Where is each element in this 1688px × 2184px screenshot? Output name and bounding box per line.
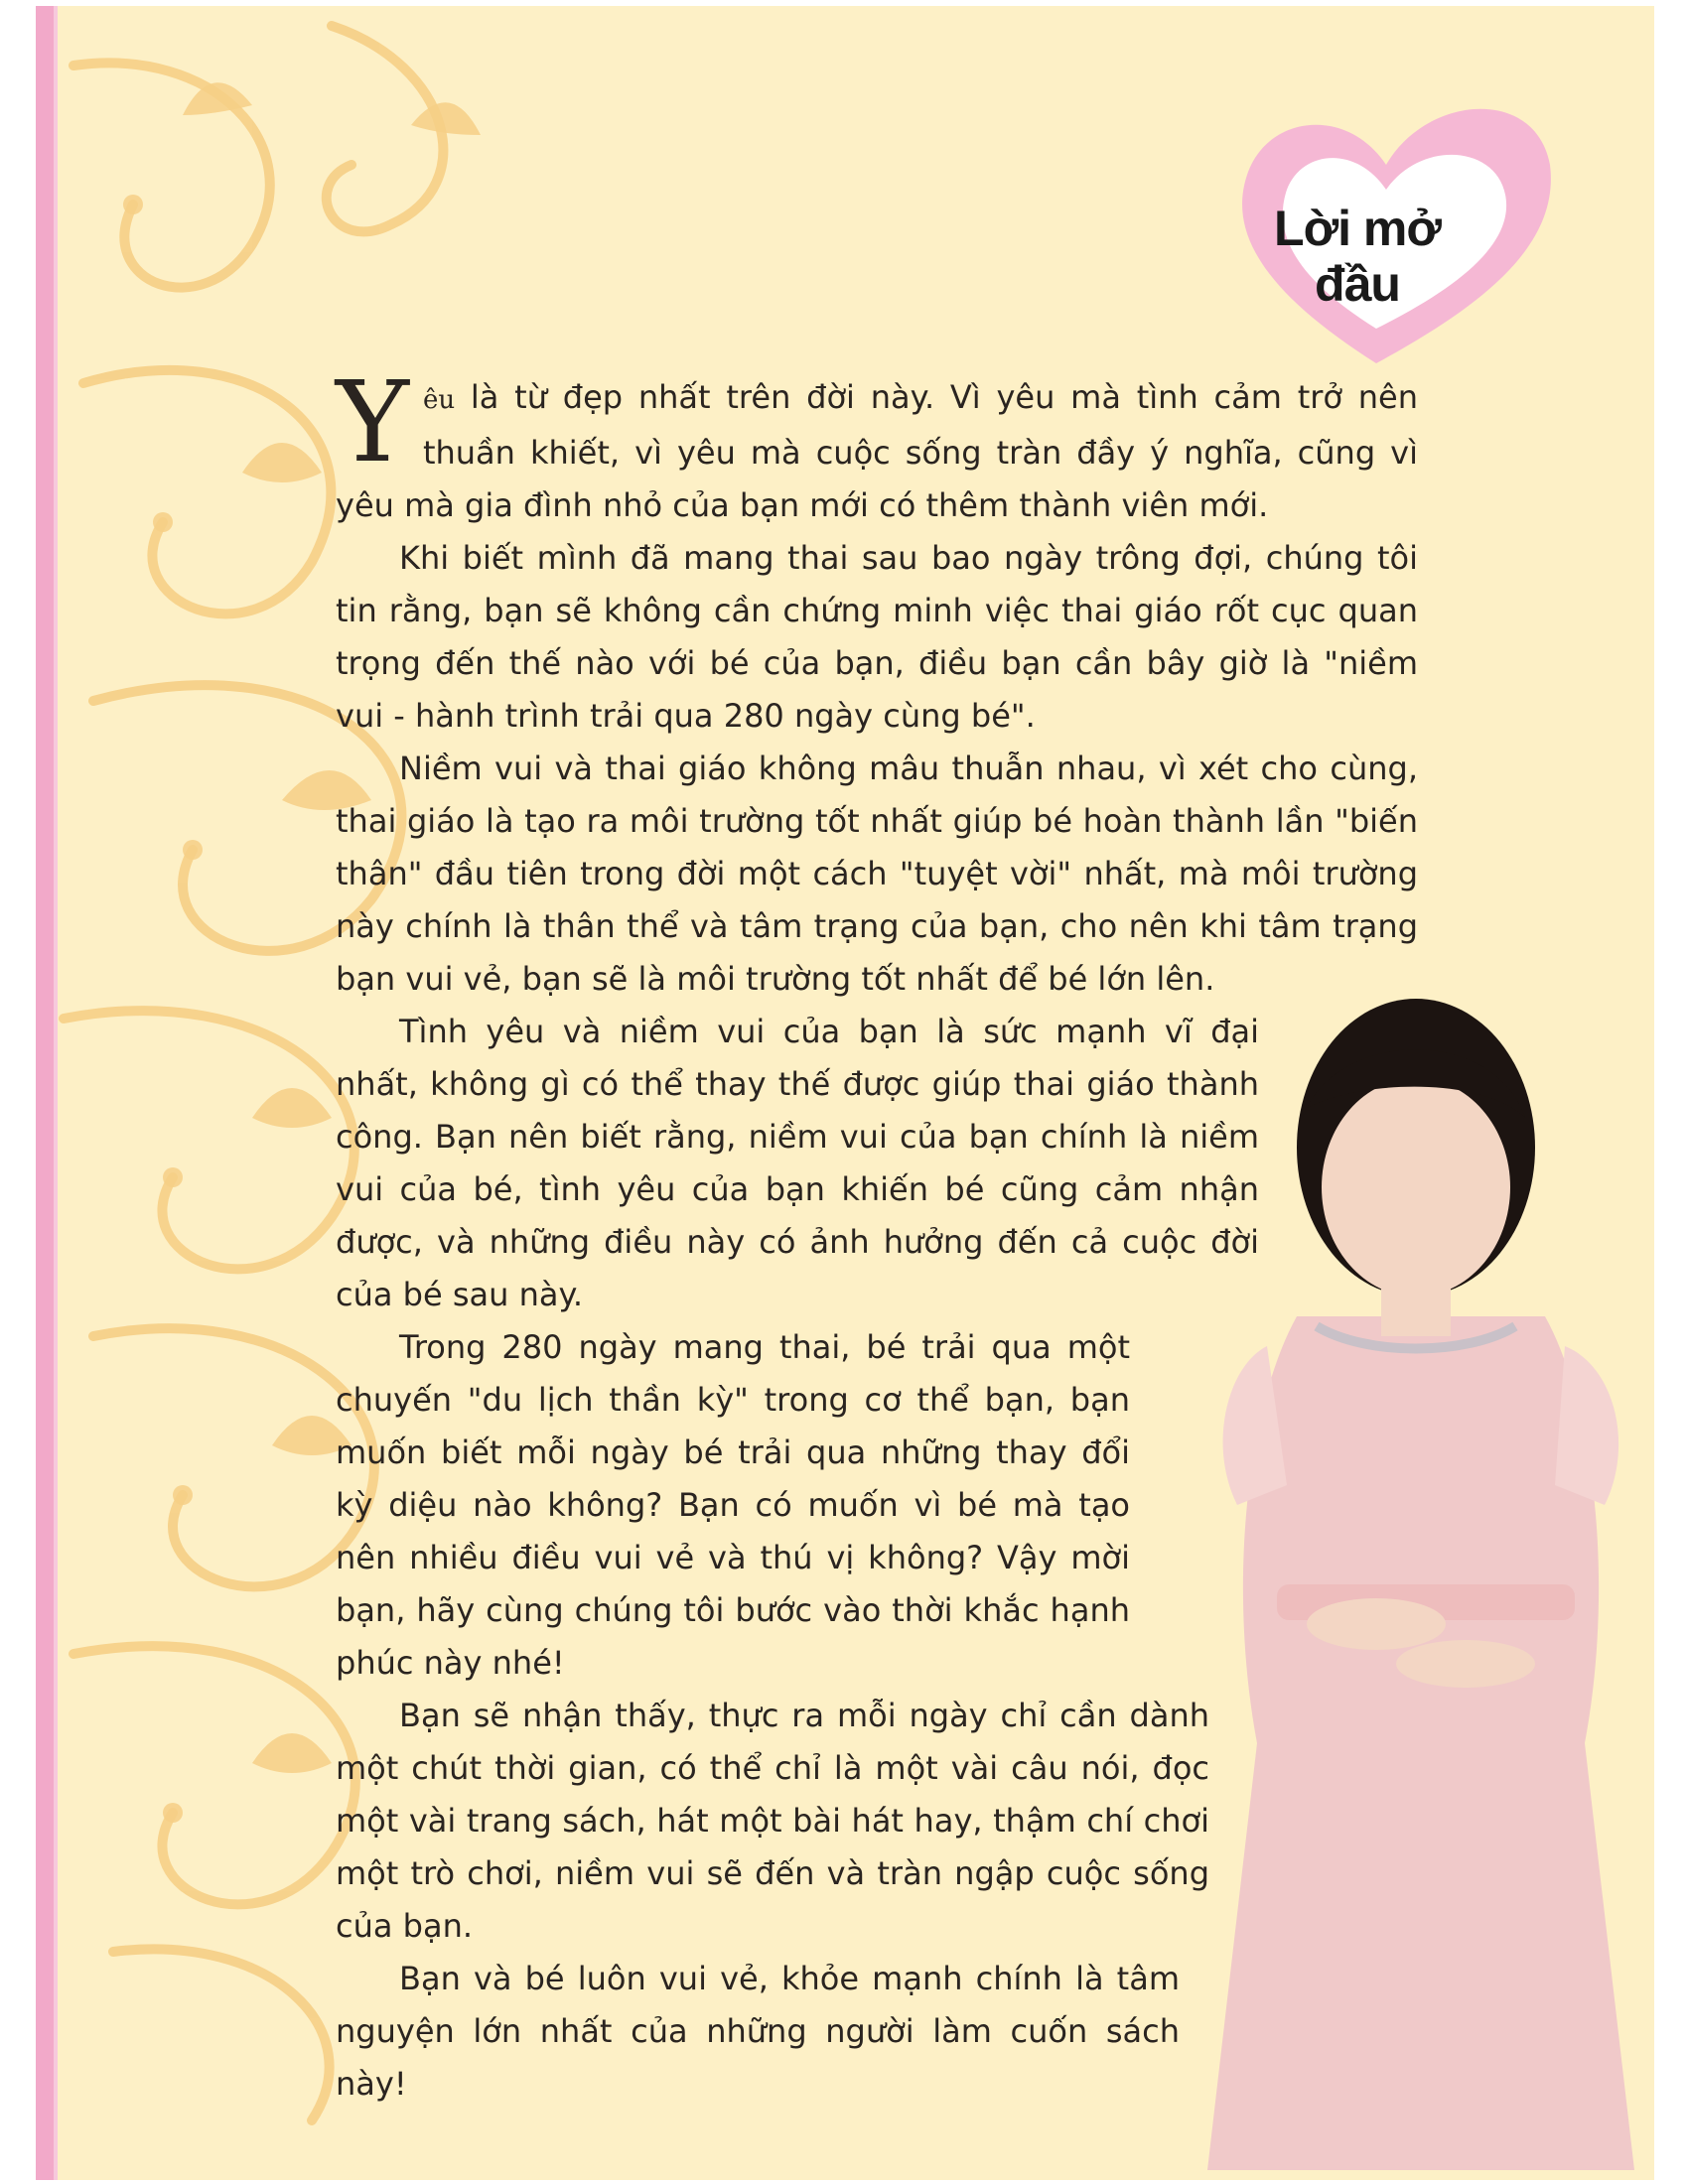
paragraph-1 <box>336 358 1419 532</box>
title-line-1: Lời mở <box>1274 201 1441 256</box>
title-line-2: đầu <box>1315 256 1400 312</box>
paragraph-2: Khi biết mình đã mang thai sau bao ngày trông đợi, chúng tôi tin rằng, bạn sẽ không cần chứng minh việc thai giáo rốt cục quan trọng đến thế nào với bé của bạn, điều bạn cần bây giờ là "niềm vui - hành trình trải qua 280 ngày cùng bé". <box>336 539 1418 735</box>
paragraph-1-text: là từ đẹp nhất trên đời này. Vì yêu mà tình cảm trở nên thuần khiết, vì yêu mà cuộc sống tràn đầy ý nghĩa, cũng vì yêu mà gia đình nhỏ của bạn mới có thêm thành viên mới. <box>336 378 1419 524</box>
page-title <box>1273 201 1442 312</box>
paragraph-5: Trong 280 ngày mang thai, bé trải qua một chuyến "du lịch thần kỳ" trong cơ thể bạn, bạn muốn biết mỗi ngày bé trải qua những thay đổi kỳ diệu nào không? Bạn có muốn vì bé mà tạo nên nhiều điều vui vẻ và thú vị không? Vậy mời bạn, hãy cùng chúng tôi bước vào thời khắc hạnh phúc này nhé! <box>336 1328 1130 1682</box>
paragraph-6: Bạn sẽ nhận thấy, thực ra mỗi ngày chỉ cần dành một chút thời gian, có thể chỉ là một vài câu nói, đọc một vài trang sách, hát một bài hát hay, thậm chí chơi một trò chơi, niềm vui sẽ đến và tràn ngập cuộc sống của bạn. <box>336 1697 1209 1945</box>
paragraph-7: Bạn và bé luôn vui vẻ, khỏe mạnh chính là tâm nguyện lớn nhất của những người làm cuốn sách này! <box>336 1960 1180 2103</box>
body-text <box>336 358 1419 2111</box>
page <box>36 6 1654 2180</box>
drop-cap-rest: êu <box>422 385 456 415</box>
paragraph-3: Niềm vui và thai giáo không mâu thuẫn nhau, vì xét cho cùng, thai giáo là tạo ra môi trường tốt nhất giúp bé hoàn thành lần "biến thân" đầu tiên trong đời một cách "tuyệt vời" nhất, mà môi trường này chính là thân thể và tâm trạng của bạn, cho nên khi tâm trạng bạn vui vẻ, bạn sẽ là môi trường tốt nhất để bé lớn lên. <box>336 750 1418 998</box>
drop-cap: Y <box>336 358 409 487</box>
paragraph-4: Tình yêu và niềm vui của bạn là sức mạnh vĩ đại nhất, không gì có thể thay thế được giúp thai giáo thành công. Bạn nên biết rằng, niềm vui của bạn chính là niềm vui của bé, tình yêu của bạn khiến bé cũng cảm nhận được, và những điều này có ảnh hưởng đến cả cuộc đời của bé sau này. <box>336 1013 1259 1313</box>
pink-border-strip <box>36 6 54 2180</box>
